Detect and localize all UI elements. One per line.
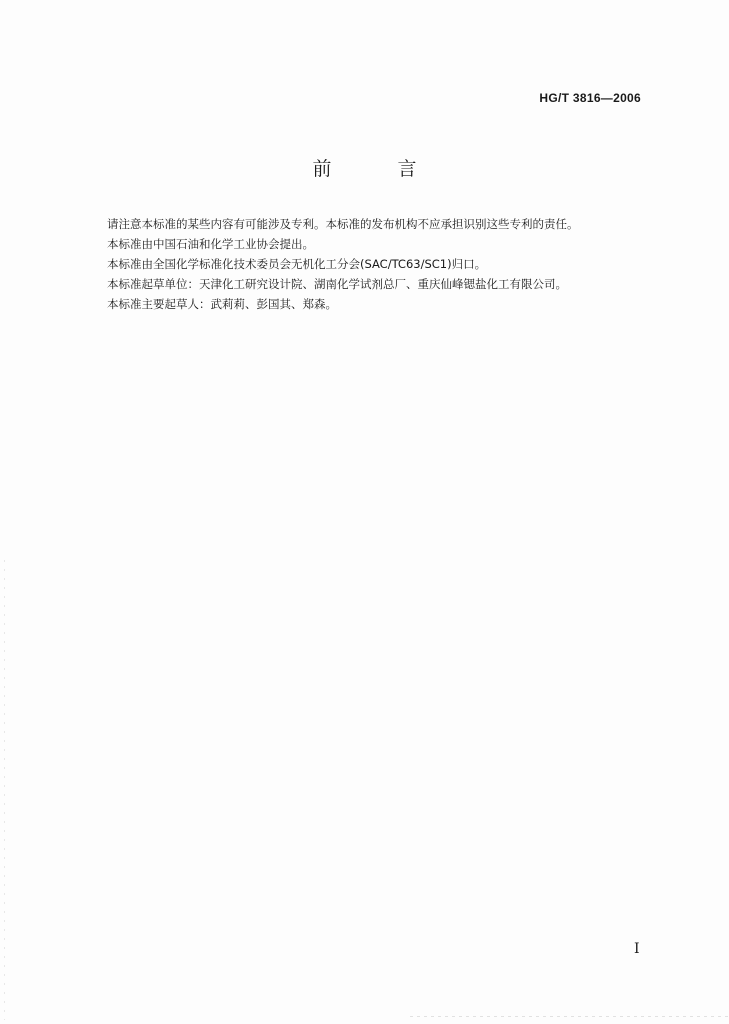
- foreword-paragraph-patent: 请注意本标准的某些内容有可能涉及专利。本标准的发布机构不应承担识别这些专利的责任。: [107, 217, 579, 231]
- foreword-body: [107, 214, 647, 314]
- foreword-paragraph-drafters: 本标准主要起草人：武莉莉、彭国其、郑森。: [107, 297, 337, 311]
- foreword-paragraph-committee: 本标准由全国化学标准化技术委员会无机化工分会(SAC/TC63/SC1)归口。: [107, 257, 487, 271]
- foreword-paragraph-proposer: 本标准由中国石油和化学工业协会提出。: [107, 237, 314, 251]
- scan-bottom-artifact: [410, 1016, 729, 1017]
- standard-code: HG/T 3816—2006: [539, 91, 641, 105]
- page-number: I: [634, 941, 640, 957]
- scan-edge-artifact: [4, 560, 5, 1020]
- foreword-paragraph-drafting-units: 本标准起草单位：天津化工研究设计院、湖南化学试剂总厂、重庆仙峰锶盐化工有限公司。: [107, 277, 567, 291]
- page-title: 前 言: [312, 158, 447, 180]
